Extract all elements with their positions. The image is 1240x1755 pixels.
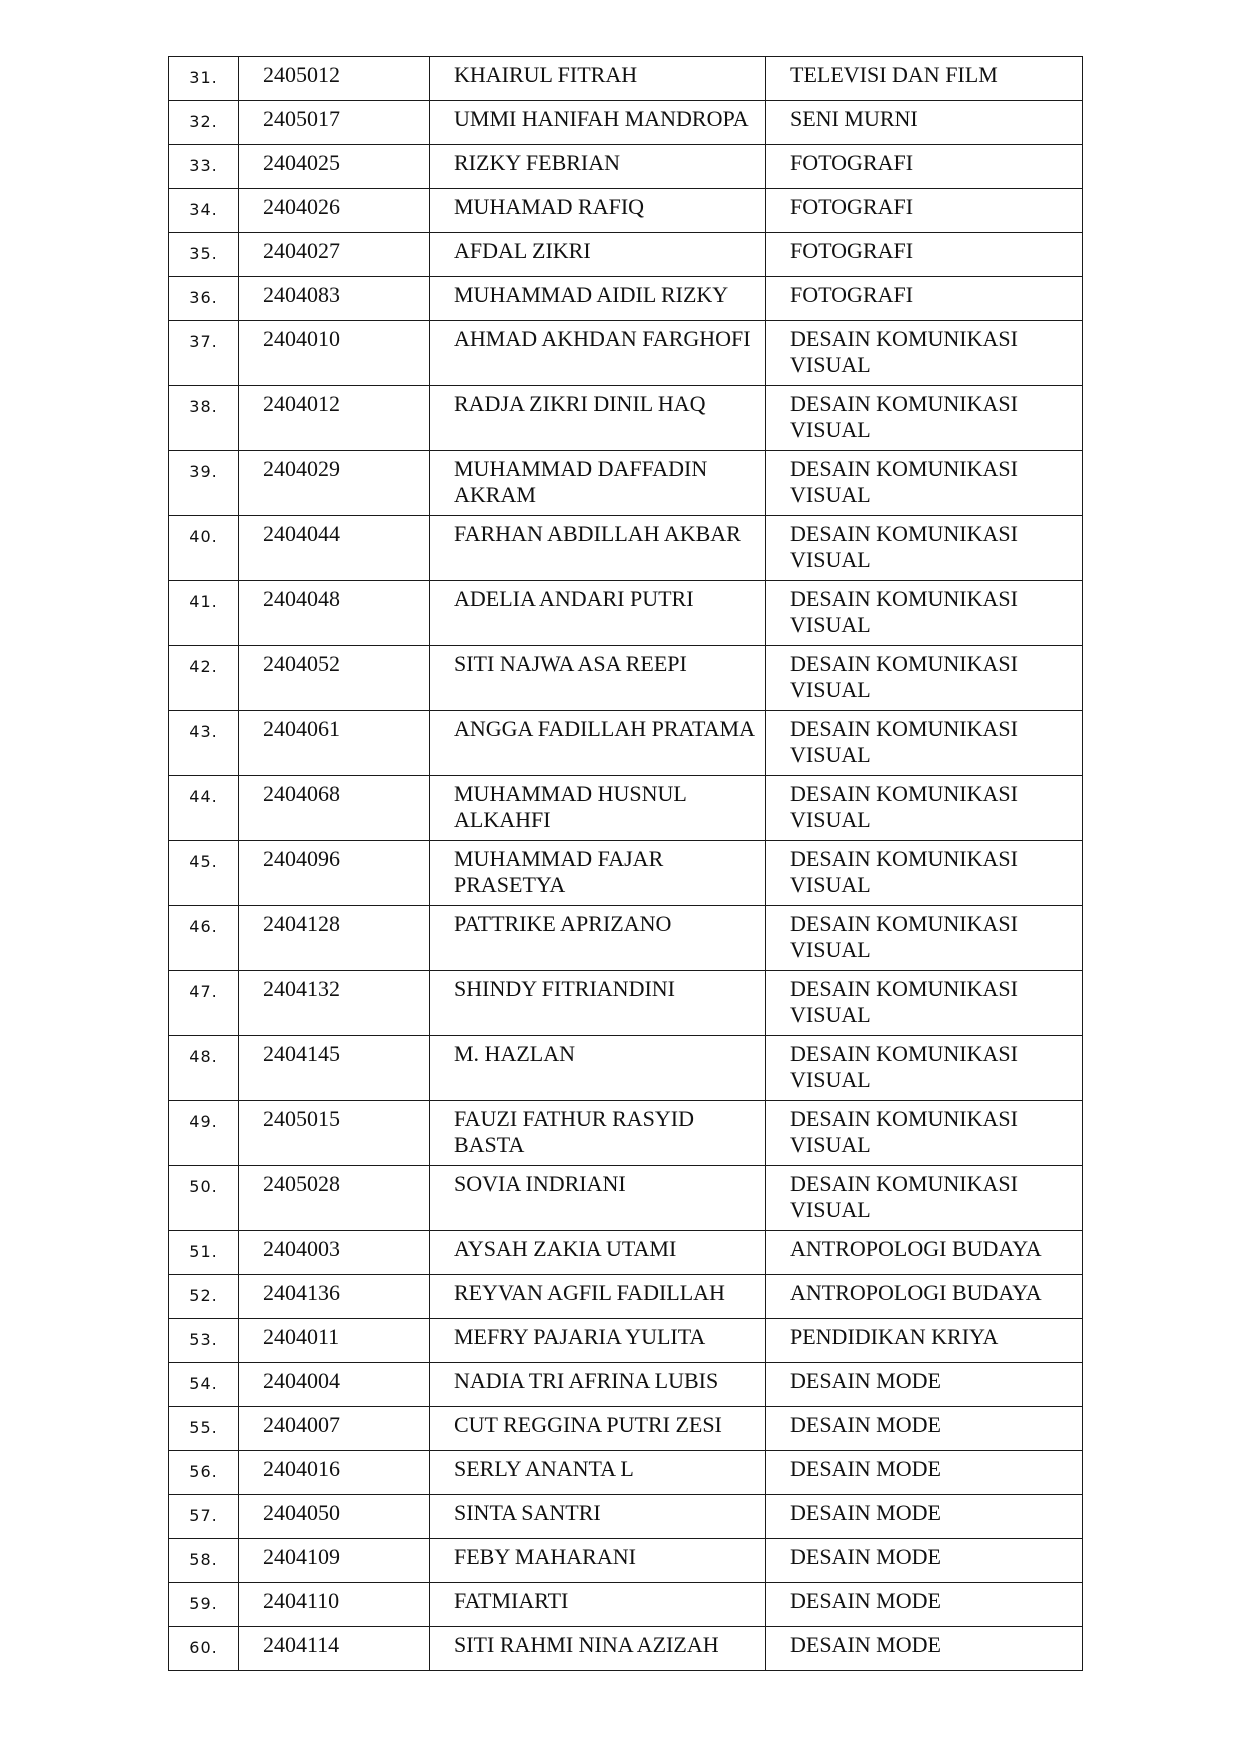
table-row	[169, 776, 1083, 841]
row-number: 59.	[169, 1583, 239, 1627]
study-program: DESAIN MODE	[766, 1627, 1083, 1671]
study-program: TELEVISI DAN FILM	[766, 57, 1083, 101]
study-program: DESAIN KOMUNIKASI VISUAL	[766, 581, 1083, 646]
table-row	[169, 386, 1083, 451]
student-name: MUHAMMAD HUSNUL ALKAHFI	[430, 776, 766, 841]
student-id: 2404016	[239, 1451, 430, 1495]
study-program: DESAIN MODE	[766, 1363, 1083, 1407]
study-program: DESAIN KOMUNIKASI VISUAL	[766, 1036, 1083, 1101]
study-program: DESAIN KOMUNIKASI VISUAL	[766, 906, 1083, 971]
row-number: 43.	[169, 711, 239, 776]
student-id: 2404004	[239, 1363, 430, 1407]
study-program: DESAIN KOMUNIKASI VISUAL	[766, 1101, 1083, 1166]
row-number: 46.	[169, 906, 239, 971]
study-program: DESAIN KOMUNIKASI VISUAL	[766, 711, 1083, 776]
student-name: MUHAMAD RAFIQ	[430, 189, 766, 233]
table-row	[169, 1363, 1083, 1407]
study-program: FOTOGRAFI	[766, 189, 1083, 233]
student-id: 2404048	[239, 581, 430, 646]
student-id: 2404096	[239, 841, 430, 906]
table-row	[169, 1451, 1083, 1495]
row-number: 60.	[169, 1627, 239, 1671]
row-number: 38.	[169, 386, 239, 451]
student-name: KHAIRUL FITRAH	[430, 57, 766, 101]
study-program: DESAIN KOMUNIKASI VISUAL	[766, 841, 1083, 906]
student-id: 2404025	[239, 145, 430, 189]
student-name: FARHAN ABDILLAH AKBAR	[430, 516, 766, 581]
student-id: 2405012	[239, 57, 430, 101]
student-id: 2404007	[239, 1407, 430, 1451]
table-row	[169, 233, 1083, 277]
study-program: ANTROPOLOGI BUDAYA	[766, 1231, 1083, 1275]
table-row	[169, 1036, 1083, 1101]
row-number: 51.	[169, 1231, 239, 1275]
table-row	[169, 841, 1083, 906]
student-name: ANGGA FADILLAH PRATAMA	[430, 711, 766, 776]
table-row	[169, 516, 1083, 581]
table-row	[169, 1539, 1083, 1583]
study-program: DESAIN MODE	[766, 1583, 1083, 1627]
row-number: 45.	[169, 841, 239, 906]
study-program: DESAIN KOMUNIKASI VISUAL	[766, 516, 1083, 581]
student-id: 2404110	[239, 1583, 430, 1627]
student-id: 2404027	[239, 233, 430, 277]
table-row	[169, 1275, 1083, 1319]
student-id: 2404061	[239, 711, 430, 776]
study-program: DESAIN KOMUNIKASI VISUAL	[766, 1166, 1083, 1231]
student-name: CUT REGGINA PUTRI ZESI	[430, 1407, 766, 1451]
table-row	[169, 1166, 1083, 1231]
study-program: FOTOGRAFI	[766, 277, 1083, 321]
row-number: 55.	[169, 1407, 239, 1451]
student-name: ADELIA ANDARI PUTRI	[430, 581, 766, 646]
student-id: 2404136	[239, 1275, 430, 1319]
table-row	[169, 57, 1083, 101]
student-name: FATMIARTI	[430, 1583, 766, 1627]
student-id: 2404011	[239, 1319, 430, 1363]
row-number: 57.	[169, 1495, 239, 1539]
student-id: 2404026	[239, 189, 430, 233]
row-number: 50.	[169, 1166, 239, 1231]
student-name: NADIA TRI AFRINA LUBIS	[430, 1363, 766, 1407]
table-row	[169, 711, 1083, 776]
row-number: 48.	[169, 1036, 239, 1101]
study-program: DESAIN MODE	[766, 1495, 1083, 1539]
row-number: 54.	[169, 1363, 239, 1407]
student-name: FAUZI FATHUR RASYID BASTA	[430, 1101, 766, 1166]
table-row	[169, 277, 1083, 321]
row-number: 53.	[169, 1319, 239, 1363]
student-id: 2404083	[239, 277, 430, 321]
study-program: DESAIN MODE	[766, 1451, 1083, 1495]
student-id: 2404029	[239, 451, 430, 516]
row-number: 52.	[169, 1275, 239, 1319]
table-row	[169, 971, 1083, 1036]
table-row	[169, 1627, 1083, 1671]
student-name: AFDAL ZIKRI	[430, 233, 766, 277]
student-name: SOVIA INDRIANI	[430, 1166, 766, 1231]
study-program: FOTOGRAFI	[766, 233, 1083, 277]
study-program: FOTOGRAFI	[766, 145, 1083, 189]
study-program: DESAIN KOMUNIKASI VISUAL	[766, 646, 1083, 711]
student-id: 2404068	[239, 776, 430, 841]
student-id: 2404050	[239, 1495, 430, 1539]
table-row	[169, 101, 1083, 145]
table-row	[169, 1407, 1083, 1451]
student-id: 2404010	[239, 321, 430, 386]
student-id: 2404132	[239, 971, 430, 1036]
student-name: SHINDY FITRIANDINI	[430, 971, 766, 1036]
table-row	[169, 1319, 1083, 1363]
study-program: DESAIN KOMUNIKASI VISUAL	[766, 776, 1083, 841]
study-program: DESAIN KOMUNIKASI VISUAL	[766, 321, 1083, 386]
study-program: ANTROPOLOGI BUDAYA	[766, 1275, 1083, 1319]
row-number: 42.	[169, 646, 239, 711]
table-row	[169, 1231, 1083, 1275]
row-number: 40.	[169, 516, 239, 581]
student-id: 2404052	[239, 646, 430, 711]
student-name: M. HAZLAN	[430, 1036, 766, 1101]
row-number: 56.	[169, 1451, 239, 1495]
student-name: REYVAN AGFIL FADILLAH	[430, 1275, 766, 1319]
study-program: PENDIDIKAN KRIYA	[766, 1319, 1083, 1363]
study-program: DESAIN KOMUNIKASI VISUAL	[766, 971, 1083, 1036]
row-number: 31.	[169, 57, 239, 101]
row-number: 33.	[169, 145, 239, 189]
student-id: 2404109	[239, 1539, 430, 1583]
table-row	[169, 1495, 1083, 1539]
student-name: PATTRIKE APRIZANO	[430, 906, 766, 971]
student-name: SITI NAJWA ASA REEPI	[430, 646, 766, 711]
student-name: FEBY MAHARANI	[430, 1539, 766, 1583]
student-name: MUHAMMAD DAFFADIN AKRAM	[430, 451, 766, 516]
student-id: 2405028	[239, 1166, 430, 1231]
row-number: 37.	[169, 321, 239, 386]
student-name: SERLY ANANTA L	[430, 1451, 766, 1495]
table-row	[169, 189, 1083, 233]
study-program: SENI MURNI	[766, 101, 1083, 145]
table-row	[169, 145, 1083, 189]
table-row	[169, 451, 1083, 516]
study-program: DESAIN KOMUNIKASI VISUAL	[766, 451, 1083, 516]
row-number: 36.	[169, 277, 239, 321]
row-number: 44.	[169, 776, 239, 841]
student-name: AYSAH ZAKIA UTAMI	[430, 1231, 766, 1275]
student-id: 2404128	[239, 906, 430, 971]
student-id: 2404114	[239, 1627, 430, 1671]
student-name: RADJA ZIKRI DINIL HAQ	[430, 386, 766, 451]
student-id: 2405015	[239, 1101, 430, 1166]
table-row	[169, 646, 1083, 711]
study-program: DESAIN KOMUNIKASI VISUAL	[766, 386, 1083, 451]
row-number: 41.	[169, 581, 239, 646]
student-id: 2404145	[239, 1036, 430, 1101]
table-row	[169, 1583, 1083, 1627]
study-program: DESAIN MODE	[766, 1539, 1083, 1583]
row-number: 34.	[169, 189, 239, 233]
student-id: 2405017	[239, 101, 430, 145]
student-id: 2404003	[239, 1231, 430, 1275]
table-row	[169, 906, 1083, 971]
row-number: 49.	[169, 1101, 239, 1166]
row-number: 47.	[169, 971, 239, 1036]
student-name: MUHAMMAD FAJAR PRASETYA	[430, 841, 766, 906]
student-name: SINTA SANTRI	[430, 1495, 766, 1539]
student-id: 2404012	[239, 386, 430, 451]
student-list-table	[168, 56, 1083, 1671]
student-id: 2404044	[239, 516, 430, 581]
table-row	[169, 321, 1083, 386]
student-name: AHMAD AKHDAN FARGHOFI	[430, 321, 766, 386]
table-row	[169, 581, 1083, 646]
row-number: 58.	[169, 1539, 239, 1583]
study-program: DESAIN MODE	[766, 1407, 1083, 1451]
row-number: 35.	[169, 233, 239, 277]
row-number: 32.	[169, 101, 239, 145]
student-name: SITI RAHMI NINA AZIZAH	[430, 1627, 766, 1671]
table-row	[169, 1101, 1083, 1166]
student-name: UMMI HANIFAH MANDROPA	[430, 101, 766, 145]
row-number: 39.	[169, 451, 239, 516]
student-name: MEFRY PAJARIA YULITA	[430, 1319, 766, 1363]
student-name: RIZKY FEBRIAN	[430, 145, 766, 189]
student-name: MUHAMMAD AIDIL RIZKY	[430, 277, 766, 321]
